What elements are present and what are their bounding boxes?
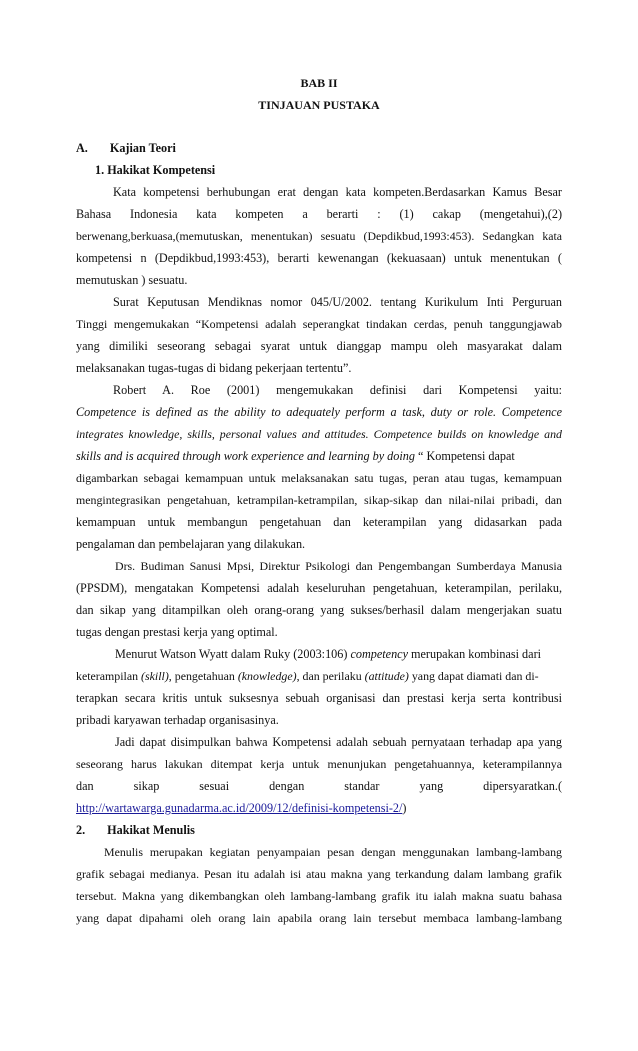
paragraph-line: memutuskan ) sesuatu. (76, 273, 188, 287)
quoted-definition: skills and is acquired through work experience and learning by doing (76, 449, 415, 463)
paragraph-line: terapkan secara kritis untuk suksesnya sebuah organisasi dan prestasi kerja serta kontribusi (76, 691, 562, 705)
paragraph-line: Bahasa Indonesia kata kompeten a berarti : (1) cakap (mengetahui),(2) (76, 207, 562, 221)
paragraph-line: Surat Keputusan Mendiknas nomor 045/U/2002. tentang Kurikulum Inti Perguruan (113, 295, 562, 309)
paragraph-line: seseorang harus lakukan ditempat kerja untuk menunjukan pengetahuannya, keterampilannya (76, 757, 562, 771)
paragraph-line: berwenang,berkuasa,(memutuskan, menentukan) sesuatu (Depdikbud,1993:453). Sedangkan kata (76, 229, 562, 243)
paragraph-line: pengalaman dan pembelajaran yang dilakukan. (76, 537, 306, 551)
paragraph-line: pribadi karyawan terhadap organisasinya. (76, 713, 279, 727)
paragraph-line: (PPSDM), mengatakan Kompetensi adalah keseluruhan pengetahuan, keterampilan, perilaku, (76, 581, 562, 595)
chapter-number: BAB II (300, 76, 338, 90)
paragraph-line: digambarkan sebagai kemampuan untuk melaksanakan satu tugas, peran atau tugas, kemampuan (76, 471, 562, 485)
chapter-title: TINJAUAN PUSTAKA (258, 98, 380, 112)
section-2-number: 2. (76, 823, 86, 837)
paragraph-line: dan sikap sesuai dengan standar yang dipersyaratkan.( (76, 779, 562, 793)
paragraph-line: Robert A. Roe (2001) mengemukakan definisi dari Kompetensi yaitu: (113, 383, 562, 397)
reference-link[interactable]: http://wartawarga.gunadarma.ac.id/2009/12/definisi-kompetensi-2/ (76, 801, 403, 815)
subsection-1-heading: 1. Hakikat Kompetensi (95, 163, 216, 177)
paragraph-line: mengintegrasikan pengetahuan, ketrampilan-ketrampilan, sikap-sikap dan nilai-nilai pribadi, dan (76, 493, 562, 507)
paragraph-line: Jadi dapat disimpulkan bahwa Kompetensi adalah sebuah pernyataan terhadap apa yang (115, 735, 562, 749)
paragraph-line: tugas dengan prestasi kerja yang optimal. (76, 625, 278, 639)
paragraph-line: kompetensi n (Depdikbud,1993:453), berarti kewenangan (kekuasaan) untuk menentukan ( (76, 251, 562, 265)
paragraph-line: tersebut. Makna yang dikembangkan oleh lambang-lambang grafik itu ialah makna suatu bahasa (76, 889, 562, 903)
paragraph-line: melaksanakan tugas-tugas di bidang pekerjaan tertentu”. (76, 361, 352, 375)
paragraph-line: yang dapat dipahami oleh orang lain apabila orang lain tersebut membaca lambang-lambang (76, 911, 562, 925)
paragraph-line: dan sikap yang ditampilkan oleh orang-orang yang sukses/berhasil dalam mengerjakan suatu (76, 603, 562, 617)
paragraph-line: keterampilan (skill), pengetahuan (knowledge), dan perilaku (attitude) yang dapat diamati dan di- (76, 669, 539, 683)
section-a-number: A. (76, 141, 88, 155)
paragraph-line: Menulis merupakan kegiatan penyampaian pesan dengan menggunakan lambang-lambang (104, 845, 562, 859)
section-2-heading (76, 823, 562, 838)
paragraph-line: yang dimiliki seseorang sebagai syarat untuk dianggap mampu oleh masyarakat dalam (76, 339, 562, 353)
paragraph-line: skills and is acquired through work experience and learning by doing “ Kompetensi dapat (76, 449, 515, 463)
paragraph-line: http://wartawarga.gunadarma.ac.id/2009/12/definisi-kompetensi-2/) (76, 801, 407, 815)
paragraph-line: Tinggi mengemukakan “Kompetensi adalah seperangkat tindakan cerdas, penuh tanggungjawab (76, 317, 562, 331)
section-2-title: Hakikat Menulis (107, 823, 195, 837)
paragraph-line: integrates knowledge, skills, personal values and attitudes. Competence builds on knowledge and (76, 427, 562, 441)
paragraph-line: grafik sebagai medianya. Pesan itu adalah isi atau makna yang terkandung dalam lambang grafik (76, 867, 562, 881)
section-a-heading (76, 141, 562, 156)
paragraph-line: Kata kompetensi berhubungan erat dengan kata kompeten.Berdasarkan Kamus Besar (113, 185, 562, 199)
paragraph-line: kemampuan untuk membangun pengetahuan dan keterampilan yang didasarkan pada (76, 515, 562, 529)
paragraph-line: Drs. Budiman Sanusi Mpsi, Direktur Psikologi dan Pengembangan Sumberdaya Manusia (115, 559, 562, 573)
paragraph-line: Competence is defined as the ability to adequately perform a task, duty or role. Competence (76, 405, 562, 419)
paragraph-line: Menurut Watson Wyatt dalam Ruky (2003:106) competency merupakan kombinasi dari (115, 647, 542, 661)
section-a-title: Kajian Teori (109, 141, 176, 155)
